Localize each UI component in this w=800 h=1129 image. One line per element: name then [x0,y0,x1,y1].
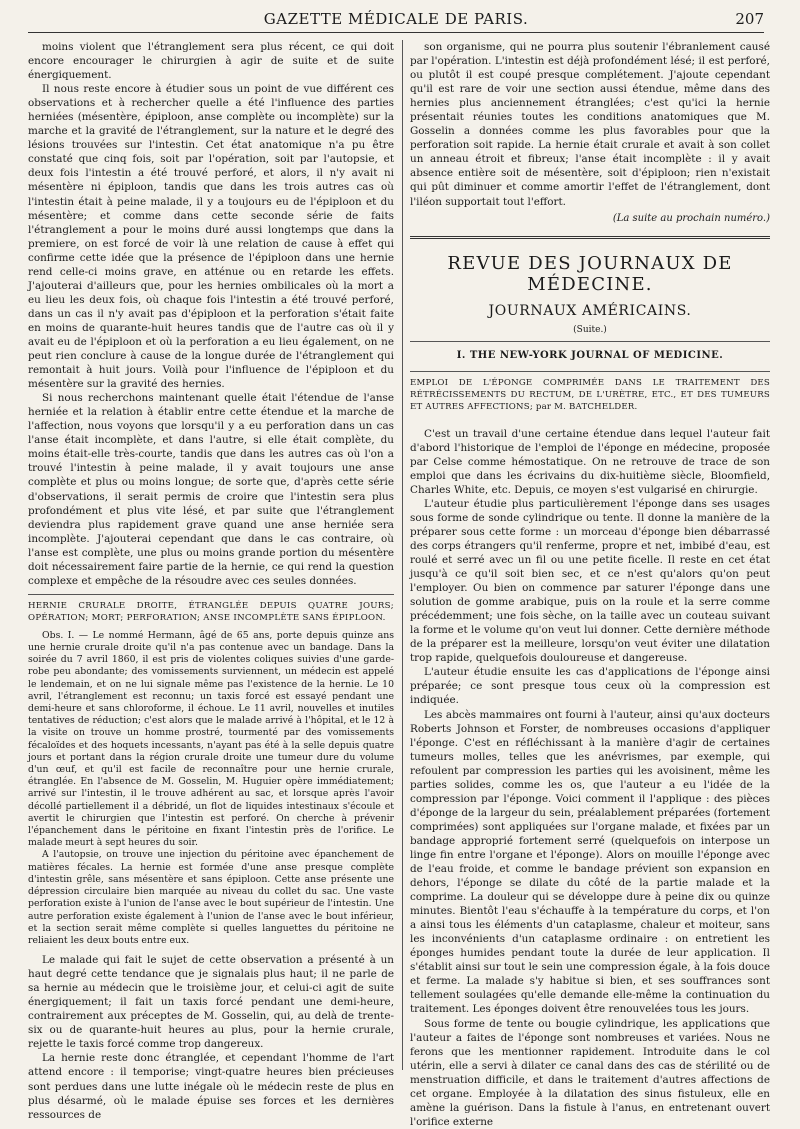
paragraph: Il nous reste encore à étudier sous un point de vue différent ces observations et à rechercher quelle a été l'influence des parties herniées (mésentère, épiploon, anse complète ou incomplète) sur la marche et la gravité de l'étranglement, sur la nature et le degré des lésions trouvées sur l'intestin. Cet état anatomique n'a pu être constaté que cinq fois, soit par l'opération, soit par l'autopsie, et deux fois l'intestin a été trouvé perforé, et alors, il n'y avait ni mésentère ni épiploon, tandis que dans les trois autres cas où l'intestin était à peine malade, il y a toujours eu de l'épiploon et du mésentère; et comme dans cette seconde série de faits l'étranglement a pour le moins duré aussi longtemps que dans la premiere, on est forcé de voir là une relation de cause à effet qui confirme cette idée que la présence de l'épiploon dans une hernie rend celle-ci moins grave, en atténue ou en retarde les effets. J'ajouterai d'ailleurs que, pour les hernies ombilicales où la mort a eu lieu les deux fois, où chaque fois l'intestin a été trouvé perforé, dans un cas il n'y avait pas d'épiploon et la perforation s'était faite en moins de quarante-huit heures tandis que de l'autre cas où il y avait eu de l'épiploon et où la perforation a eu lieu également, on ne peut rien conclure à cause de la longue durée de l'étranglement qui remontait à huit jours. Voilà pour l'influence de l'épiploon et du mésentère sur la gravité des hernies. [28,83,394,391]
section-title: REVUE DES JOURNAUX DE MÉDECINE. [447,252,733,295]
page-header [28,6,764,33]
paragraph: son organisme, qui ne pourra plus soutenir l'ébranlement causé par l'opération. L'intestin est déjà profondément lésé; il est perforé, ou plutôt il est coupé presque complétement. J'ajoute cependant qu'il est rare de voir une section aussi étendue, même dans des hernies plus anciennement étranglées; c'est qu'ici la hernie présentait réunies toutes les conditions anatomiques que M. Gosselin a données comme les plus favorables pour que la perforation soit rapide. La hernie était crurale et avait à son collet un anneau étroit et fibreux; l'anse était incomplète : il y avait absence entière soit de mésentère, soit d'épiploon; rien n'existait qui pût diminuer et comme amortir l'effet de l'étranglement, dont l'iléon supportait tout l'effort. [410,41,770,208]
journal-heading: I. THE NEW-YORK JOURNAL OF MEDICINE. [456,349,724,361]
separator-rule [28,594,394,595]
separator-rule [410,341,770,342]
section-subtitle: JOURNAUX AMÉRICAINS. [488,302,692,319]
column-divider [402,40,403,1070]
paragraph: Si nous recherchons maintenant quelle était l'étendue de l'anse herniée et la relation à établir entre cette étendue et la marche de l'affection, nous voyons que lorsqu'il y a eu perforation dans un cas l'anse était incomplète, et dans l'autre, si elle était complète, du moins était-elle très-courte, tandis que dans les autres cas où l'on a trouvé l'intestin à peine malade, il y avait toujours une anse complète et plus ou moins longue; de sorte que, d'après cette série d'observations, il serait permis de croire que l'intestin sera plus profondément et plus vite lésé, et par suite que l'étranglement deviendra plus rapidement grave quand une anse herniée sera incomplète. J'ajouterai cependant que dans le cas contraire, où l'anse est complète, une plus ou moins grande portion du mésentère doit nécessairement faire partie de la hernie, ce qui rend la question complexe et empêche de la résoudre avec ces seules données. [28,392,394,587]
paragraph: Le malade qui fait le sujet de cette observation a présenté à un haut degré cette tendance que je signalais plus haut; il ne parle de sa hernie au médecin que le troisième jour, et celui-ci agit de suite énergiquement; il fait un taxis forcé pendant une demi-heure, contrairement aux préceptes de M. Gosselin, qui, au delà de trente-six ou de quarante-huit heures au plus, pour la hernie crurale, rejette le taxis forcé comme trop dangereux. [28,954,394,1051]
observation-paragraph: Obs. I. — Le nommé Hermann, âgé de 65 ans, porte depuis quinze ans une hernie crurale droite qu'il n'a pas contenue avec un bandage. Dans la soirée du 7 avril 1860, il est pris de violentes coliques suivies d'une garde-robe peu abondante; des vomissements surviennent, un médecin est appelé le lendemain, et on ne lui signale même pas l'existence de la hernie. Le 10 avril, l'étranglement est reconnu; un taxis forcé est essayé pendant une demi-heure et sans chloroforme, il échoue. Le 11 avril, nouvelles et inutiles tentatives de réduction; c'est alors que le malade arrivé à l'hôpital, et le 12 à la visite on trouve un homme prostré, tourmenté par des vomissements fécaloïdes et des hoquets incessants, n'ayant pas été à la selle depuis quatre jours et portant dans la région crurale droite une tumeur dure du volume d'un œuf, et qu'il est facile de reconnaître pour une hernie crurale, étranglée. En l'absence de M. Gosselin, M. Huguier opère immédiatement; arrivé sur l'intestin, il le trouve adhérent au sac, et lorsque après l'avoir décollé partiellement il a débridé, un flot de liquides intestinaux s'écoule et avertit le chirurgien que l'intestin est perforé. On cherche à prévenir l'épanchement dans le péritoine en fixant l'intestin près de l'orifice. Le malade meurt à sept heures du soir. [28,629,394,849]
paragraph: moins violent que l'étranglement sera plus récent, ce qui doit encore encourager le chirurgien à agir de suite et de suite énergiquement. [28,41,394,82]
section-rule [410,236,770,239]
journal-title: GAZETTE MÉDICALE DE PARIS. [263,10,529,28]
right-column [410,40,770,1128]
paragraph: L'auteur étudie plus particulièrement l'éponge dans ses usages sous forme de sonde cylindrique ou tente. Il donne la manière de la préparer sous cette forme : un morceau d'éponge bien débarrassé des corps étrangers qu'il renferme, propre et net, imbibé d'eau, est roulé et serré avec un fil ou une petite ficelle. Il reste en cet état jusqu'à ce qu'il soit bien sec, et ce n'est qu'alors qu'on peut l'employer. Ou bien on commence par saturer l'éponge dans une solution de gomme arabique, puis on la roule et la serre comme précédemment; une fois sèche, on la taille avec un couteau suivant la forme et le volume qu'on veut lui donner. Cette dernière méthode de la préparer est la meilleure, lorsqu'on veut éviter une dilatation trop rapide, quelquefois douloureuse et dangereuse. [410,497,770,665]
paragraph: C'est un travail d'une certaine étendue dans lequel l'auteur fait d'abord l'historique de l'emploi de l'éponge en médecine, proposée par Celse comme hémostatique. On ne retrouve de trace de son emploi que dans les écrivains du dix-huitième siècle, Bloomfield, Charles White, etc. Depuis, ce moyen s'est vulgarisé en chirurgie. [410,427,770,496]
autopsy-paragraph: A l'autopsie, on trouve une injection du péritoine avec épanchement de matières fécales. La hernie est formée d'une anse presque complète d'intestin grêle, sans mésentère et sans épiploon. Cette anse présente une dépression circulaire bien marquée au niveau du collet du sac. Une vaste perforation existe à l'union de l'anse avec le bout supérieur de l'intestin. Une autre perforation existe également à l'union de l'anse avec le bout inférieur, et la section serait même complète si quelles languettes du péritoine ne reliaient les deux bouts entre eux. [28,849,394,946]
article-title: EMPLOI DE L'ÉPONGE COMPRIMÉE DANS LE TRAITEMENT DES RÉTRÉCISSEMENTS DU RECTUM, DE L'URÈTRE, ETC., ET DES TUMEURS ET AUTRES AFFECTIONS; par M. BATCHELDER. [410,377,770,412]
paragraph: Sous forme de tente ou bougie cylindrique, les applications que l'auteur a faites de l'éponge sont nombreuses et variées. Nous ne ferons que les mentionner rapidement. Introduite dans le col utérin, elle a servi à dilater ce canal dans des cas de stérilité ou de menstruation difficile, et dans le traitement d'autres affections de cet organe. Employée à la dilatation des sinus fistuleux, elle en amène la guérison. Dans la fistule à l'anus, en entretenant ouvert l'orifice externe [410,1017,770,1128]
separator-rule [410,371,770,372]
suite-label: (Suite.) [573,324,607,335]
left-column [28,40,394,1121]
continued-note: (La suite au prochain numéro.) [612,212,770,224]
case-heading: HERNIE CRURALE DROITE, ÉTRANGLÉE DEPUIS QUATRE JOURS; OPÉRATION; MORT; PERFORATION; ANSE INCOMPLÈTE SANS ÉPIPLOON. [28,600,394,623]
paragraph: L'auteur étudie ensuite les cas d'applications de l'éponge ainsi préparée; ce sont presque tous ceux où la compression est indiquée. [410,666,770,707]
page-number: 207 [735,10,764,28]
paragraph: Les abcès mammaires ont fourni à l'auteur, ainsi qu'aux docteurs Roberts Johnson et Forster, de nombreuses occasions d'appliquer l'éponge. C'est en réfléchissant à la manière d'agir de certaines tumeurs molles, telles que les anévrismes, par exemple, qui refoulent par compression les parties qui les avoisinent, même les parties solides, comme les os, que l'auteur a eu l'idée de la compression par l'éponge. Voici comment il l'applique : des pièces d'éponge de la largeur du sein, préalablement préparées (fortement comprimées) sont appliquées sur l'organe malade, et fixées par un bandage approprié fortement serré (quelquefois on interpose un linge fin entre l'organe et l'éponge). Alors on mouille l'éponge avec de l'eau froide, et comme le bandage prévient son expansion en dehors, l'éponge se dilate du côté de la partie malade et la comprime. La douleur qui se développe dure à peine dix ou quinze minutes. Bientôt l'eau s'échauffe à la température du corps, et l'on a ainsi tous les éléments d'un cataplasme, chaleur et moiteur, sans les inconvénients d'un cataplasme ordinaire : on entretient les éponges humides pendant toute la durée de leur application. Il s'établit ainsi sur tout le sein une compression égale, à la fois douce et ferme. La malade s'y habitue si bien, et ses souffrances sont tellement soulagées qu'elle demande elle-même la continuation du traitement. Les éponges doivent être renouvelées tous les jours. [410,708,770,1016]
paragraph: La hernie reste donc étranglée, et cependant l'homme de l'art attend encore : il temporise; vingt-quatre heures bien précieuses sont perdues dans une lutte inégale où le médecin reste de plus en plus désarmé, où le malade épuise ses forces et les dernières ressources de [28,1052,394,1121]
